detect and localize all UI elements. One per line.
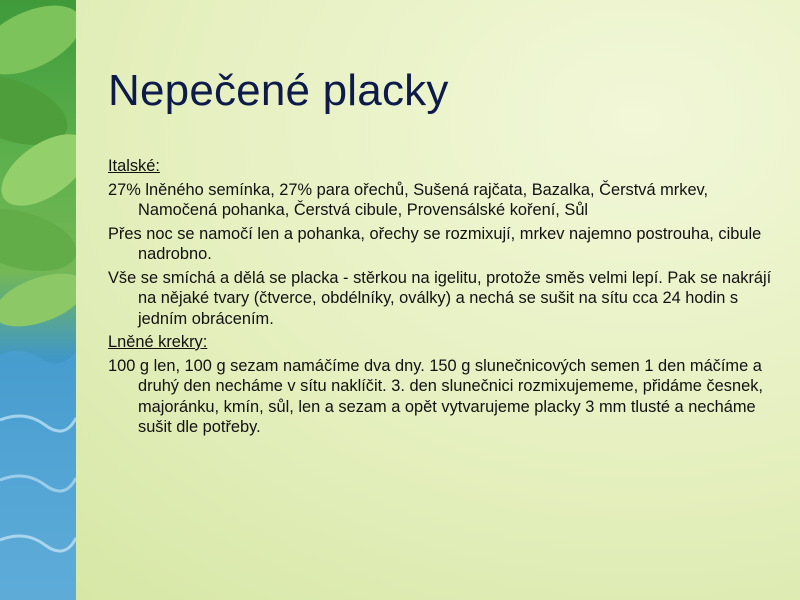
ingredients-italske: 27% lněného semínka, 27% para ořechů, Sušená rajčata, Bazalka, Čerstvá mrkev, Namočená pohanka, Čerstvá cibule, Provensálské koření, Sůl xyxy=(108,180,709,219)
slide-title: Nepečené placky xyxy=(108,66,449,115)
leaves-and-water-decoration xyxy=(0,0,76,600)
section-heading-krekry: Lněné krekry: xyxy=(108,333,208,351)
leaf-icon xyxy=(0,0,76,600)
section-heading-italske: Italské: xyxy=(108,157,160,175)
instructions-krekry: 100 g len, 100 g sezam namáčíme dva dny. 150 g slunečnicových semen 1 den máčíme a druhý den necháme v sítu naklíčit. 3. den slunečnici rozmixujememe, přidáme česnek, majoránku, kmín, sůl, len a sezam a opět vytvarujeme placky 3 mm tlusté a necháme sušit dle potřeby. xyxy=(108,356,763,436)
instructions-soaking: Přes noc se namočí len a pohanka, ořechy se rozmixují, mrkev najemno postrouha, cibule nadrobno. xyxy=(108,224,762,263)
instructions-mixing: Vše se smíchá a dělá se placka - stěrkou na igelitu, protože směs velmi lepí. Pak se nakrájí na nějaké tvary (čtverce, obdélníky, oválky) a nechá se sušit na sítu cca 24 hodin s jedním obrácením. xyxy=(108,268,772,328)
slide-content xyxy=(108,156,778,441)
